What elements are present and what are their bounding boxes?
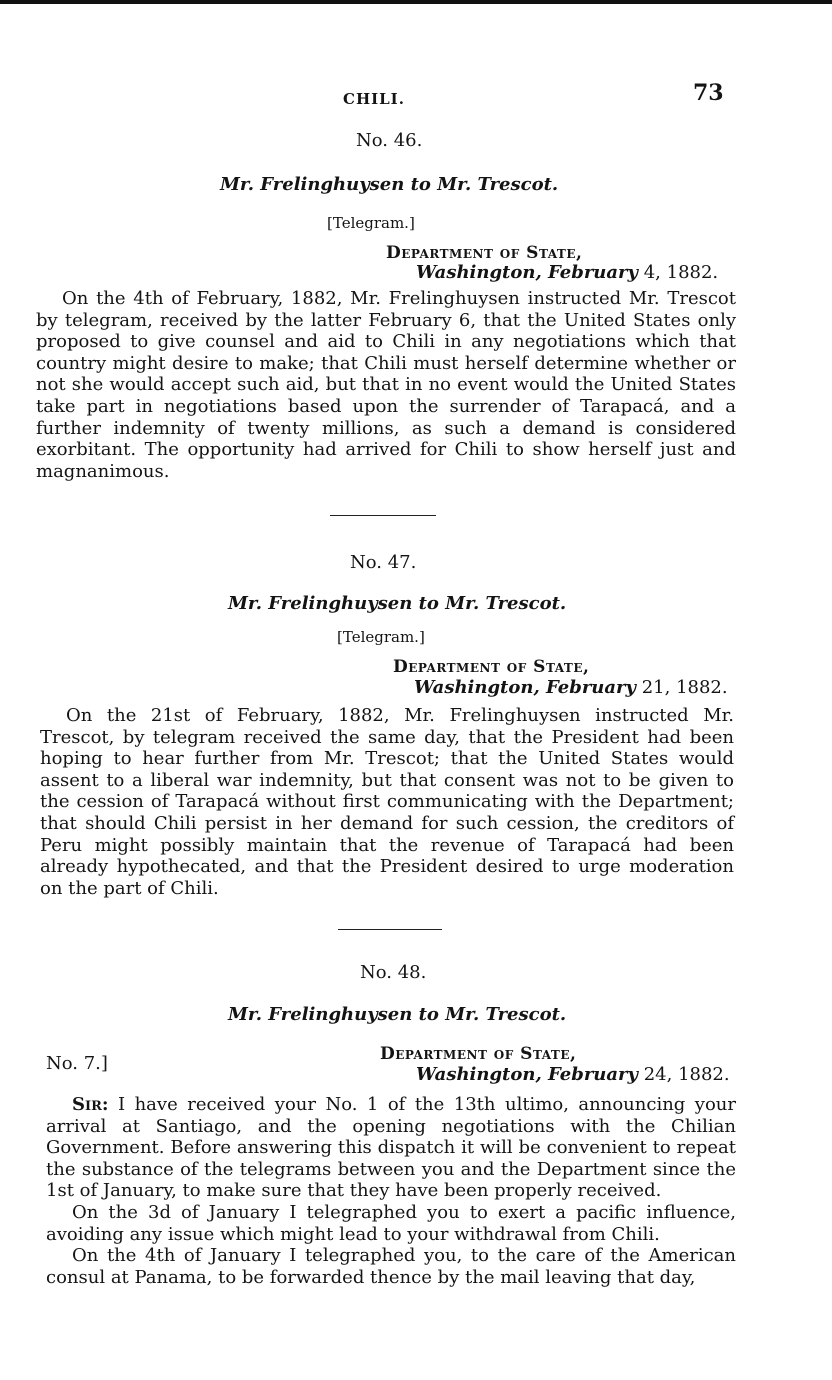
dateline	[416, 262, 718, 283]
dateline-date: 21, 1882.	[636, 677, 728, 698]
paragraph-text: I have received your No. 1 of the 13th ultimo, announcing your arrival at Santiago, and the opening negotiations with the Chilian Government. Before answering this dispatch it will be convenient to repeat the substance of the telegrams between you and the Department since the 1st of January, to make sure that they have been properly received.	[46, 1094, 736, 1202]
document-number: No. 47.	[350, 552, 417, 573]
body-paragraph	[46, 1094, 736, 1202]
body-paragraph: On the 4th of January I telegraphed you, to the care of the American consul at Panama, to be forwarded thence by the mail leaving that day,	[46, 1245, 736, 1288]
document-heading: Mr. Frelinghuysen to Mr. Trescot.	[220, 174, 559, 195]
page-number: 73	[693, 80, 724, 106]
dateline	[414, 677, 728, 698]
telegram-label: [Telegram.]	[327, 214, 415, 232]
document-body	[46, 1094, 736, 1288]
dateline-place: Washington, February	[416, 1064, 638, 1085]
document-heading: Mr. Frelinghuysen to Mr. Trescot.	[228, 1004, 567, 1025]
dateline	[416, 1064, 730, 1085]
dateline-place: Washington, February	[416, 262, 638, 283]
body-paragraph: On the 4th of February, 1882, Mr. Frelinghuysen instructed Mr. Trescot by telegram, received by the latter February 6, that the United States only proposed to give counsel and aid to Chili in any negotiations which that country might desire to make; that Chili must herself determine whether or not she would accept such aid, but that in no event would the United States take part in negotiations based upon the surrender of Tarapacá, and a further indemnity of twenty millions, as such a demand is considered exorbitant. The opportunity had arrived for Chili to show herself just and magnanimous.	[36, 288, 736, 482]
running-head: CHILI.	[343, 90, 405, 108]
dateline-date: 4, 1882.	[638, 262, 719, 283]
department-line: Department of State,	[393, 657, 590, 677]
section-divider	[330, 515, 436, 516]
dateline-date: 24, 1882.	[638, 1064, 730, 1085]
document-heading: Mr. Frelinghuysen to Mr. Trescot.	[228, 593, 567, 614]
dateline-place: Washington, February	[414, 677, 636, 698]
page-top-edge	[0, 0, 832, 4]
department-line: Department of State,	[386, 243, 583, 263]
section-divider	[338, 929, 442, 930]
telegram-label: [Telegram.]	[337, 628, 425, 646]
document-number: No. 48.	[360, 962, 427, 983]
body-paragraph: On the 3d of January I telegraphed you to exert a pacific influence, avoiding any issue which might lead to your withdrawal from Chili.	[46, 1201, 736, 1245]
document-body	[36, 288, 736, 482]
body-paragraph: On the 21st of February, 1882, Mr. Frelinghuysen instructed Mr. Trescot, by telegram received the same day, that the President had been hoping to hear further from Mr. Trescot; that the United States would assent to a liberal war indemnity, but that consent was not to be given to the cession of Tarapacá without first communicating with the Department; that should Chili persist in her demand for such cession, the creditors of Peru might possibly maintain that the revenue of Tarapacá had been already hypothecated, and that the President desired to urge moderation on the part of Chili.	[40, 705, 734, 899]
dispatch-reference: No. 7.]	[46, 1053, 108, 1074]
document-number: No. 46.	[356, 130, 423, 151]
document-body	[40, 705, 734, 899]
department-line: Department of State,	[380, 1044, 577, 1064]
salutation: Sir:	[72, 1094, 109, 1115]
